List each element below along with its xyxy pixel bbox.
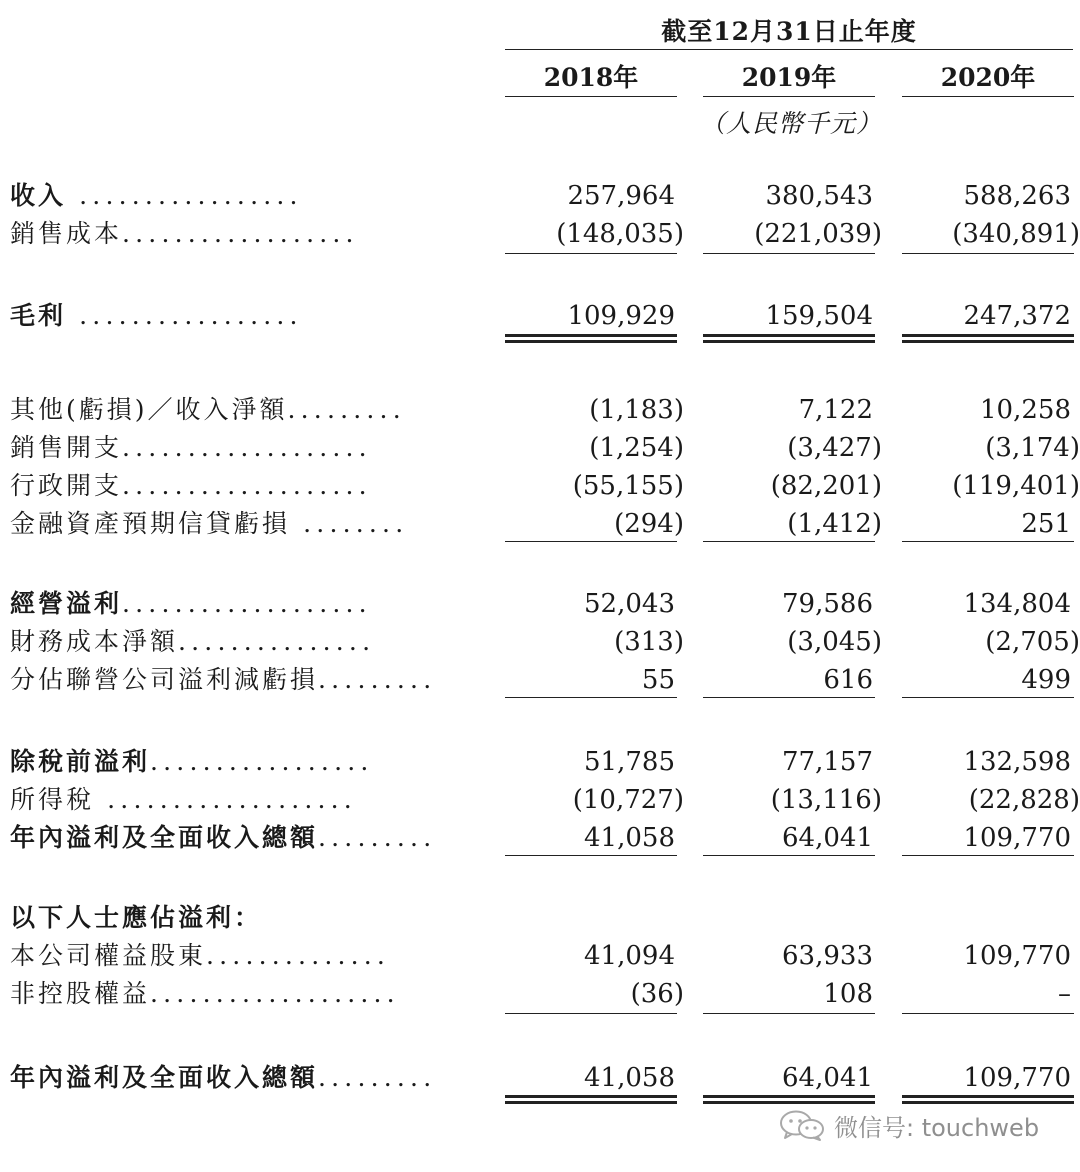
header-rule	[505, 49, 1073, 50]
dot-leader: .........	[318, 823, 437, 852]
value-cell-2019: 7,122	[798, 395, 873, 425]
row-label	[10, 743, 465, 781]
statement-row	[0, 429, 1080, 467]
row-label-text: 分佔聯營公司溢利減虧損	[10, 665, 319, 694]
row-label-text: 行政開支	[10, 471, 123, 500]
value-cell-2018: 51,785	[584, 747, 675, 777]
total-double-rule	[505, 334, 677, 343]
value-cell-2019: 64,041	[782, 823, 873, 853]
statement-row	[0, 743, 1080, 781]
total-double-rule	[703, 1095, 875, 1104]
statement-row	[0, 819, 1080, 857]
value-cell-2019: (1,412)	[787, 509, 882, 539]
statement-row	[0, 505, 1080, 543]
value-cell-2018: 109,929	[567, 301, 675, 331]
value-cell-2019: (221,039)	[754, 219, 882, 249]
row-label	[10, 505, 465, 543]
period-title: 截至12月31日止年度	[661, 17, 917, 46]
value-cell-2019: 79,586	[782, 589, 873, 619]
row-label	[10, 297, 465, 335]
dot-leader: .................	[150, 747, 374, 776]
dot-leader: ...................	[122, 433, 372, 462]
value-cell-2020: 109,770	[963, 1063, 1071, 1093]
value-cell-2020: (119,401)	[952, 471, 1080, 501]
statement-row	[0, 781, 1080, 819]
dot-leader: .........	[318, 1063, 437, 1092]
row-label-text: 非控股權益	[10, 979, 151, 1008]
subtotal-rule	[902, 855, 1074, 856]
value-cell-2020: 132,598	[963, 747, 1071, 777]
statement-row	[0, 975, 1080, 1013]
value-cell-2019: 77,157	[782, 747, 873, 777]
row-label	[10, 819, 465, 857]
statement-row	[0, 661, 1080, 699]
row-label	[10, 585, 465, 623]
year-rule-2018	[505, 96, 677, 97]
statement-row	[0, 623, 1080, 661]
value-cell-2018: 55	[641, 665, 675, 695]
row-label	[10, 429, 465, 467]
row-label-text: 年內溢利及全面收入總額	[10, 1063, 319, 1092]
year-rule-2020	[902, 96, 1074, 97]
total-double-rule	[902, 1095, 1074, 1104]
subtotal-rule	[902, 697, 1074, 698]
row-label	[10, 781, 465, 819]
dot-leader: ..................	[122, 219, 359, 248]
statement-row	[0, 215, 1080, 253]
value-cell-2019: 159,504	[765, 301, 873, 331]
statement-row	[0, 585, 1080, 623]
value-cell-2018: 41,094	[584, 941, 675, 971]
subtotal-rule	[703, 253, 875, 254]
row-label-text: 除稅前溢利	[10, 747, 151, 776]
value-cell-2020: 247,372	[963, 301, 1071, 331]
value-cell-2020: 134,804	[963, 589, 1071, 619]
value-cell-2020: 499	[1021, 665, 1071, 695]
dot-leader: ...................	[94, 785, 357, 814]
value-cell-2019: 616	[823, 665, 873, 695]
value-cell-2019: 380,543	[765, 181, 873, 211]
subtotal-rule	[505, 1013, 677, 1014]
value-cell-2018	[494, 899, 684, 937]
row-label	[10, 661, 465, 699]
dot-leader: .........	[287, 395, 406, 424]
value-cell-2020: (340,891)	[952, 219, 1080, 249]
value-cell-2018: (55,155)	[572, 471, 684, 501]
year-header-2019: 2019年	[741, 63, 837, 92]
subtotal-rule	[902, 253, 1074, 254]
dot-leader: .................	[66, 301, 303, 330]
value-cell-2019: 64,041	[782, 1063, 873, 1093]
statement-row	[0, 937, 1080, 975]
row-label	[10, 391, 465, 429]
value-cell-2018: (313)	[614, 627, 684, 657]
value-cell-2020: 251	[1021, 509, 1071, 539]
value-cell-2018: 41,058	[584, 823, 675, 853]
subtotal-rule	[505, 541, 677, 542]
value-cell-2018: 41,058	[584, 1063, 675, 1093]
row-label-text: 本公司權益股東	[10, 941, 207, 970]
value-cell-2019: 108	[823, 979, 873, 1009]
row-label-text: 銷售成本	[10, 219, 123, 248]
subtotal-rule	[505, 253, 677, 254]
subtotal-rule	[703, 855, 875, 856]
row-label	[10, 467, 465, 505]
row-label-text: 以下人士應佔溢利：	[10, 903, 263, 932]
value-cell-2018: 52,043	[584, 589, 675, 619]
subtotal-rule	[902, 541, 1074, 542]
value-cell-2020: (22,828)	[968, 785, 1080, 815]
statement-row	[0, 467, 1080, 505]
total-double-rule	[703, 334, 875, 343]
value-cell-2018: (36)	[630, 979, 684, 1009]
subtotal-rule	[703, 541, 875, 542]
row-label-text: 其他(虧損)／收入淨額	[10, 395, 288, 424]
value-cell-2018: (10,727)	[572, 785, 684, 815]
row-label	[10, 899, 465, 937]
row-label	[10, 177, 465, 215]
row-label-text: 收入	[10, 181, 67, 210]
row-label	[10, 623, 465, 661]
value-cell-2019: 63,933	[782, 941, 873, 971]
value-cell-2019: (3,045)	[787, 627, 882, 657]
value-cell-2019	[692, 899, 882, 937]
wechat-icon	[778, 1109, 826, 1141]
value-cell-2020: 109,770	[963, 941, 1071, 971]
dot-leader: .........	[318, 665, 437, 694]
value-cell-2018: (1,183)	[589, 395, 684, 425]
row-label-text: 經營溢利	[10, 589, 123, 618]
value-cell-2020: (2,705)	[985, 627, 1080, 657]
dot-leader: ...................	[122, 471, 372, 500]
value-cell-2019: (82,201)	[770, 471, 882, 501]
value-cell-2019: (13,116)	[770, 785, 882, 815]
row-label-text: 年內溢利及全面收入總額	[10, 823, 319, 852]
total-double-rule	[902, 334, 1074, 343]
dot-leader: ...................	[122, 589, 372, 618]
value-cell-2018: 257,964	[567, 181, 675, 211]
value-cell-2018: (294)	[614, 509, 684, 539]
row-label-text: 金融資產預期信貸虧損	[10, 509, 291, 538]
dot-leader: .................	[66, 181, 303, 210]
statement-row	[0, 177, 1080, 215]
value-cell-2018: (148,035)	[556, 219, 684, 249]
year-header-2020: 2020年	[940, 63, 1036, 92]
row-label	[10, 975, 465, 1013]
subtotal-rule	[505, 697, 677, 698]
subtotal-rule	[703, 697, 875, 698]
year-rule-2019	[703, 96, 875, 97]
value-cell-2020: (3,174)	[985, 433, 1080, 463]
dot-leader: ........	[290, 509, 409, 538]
value-cell-2018: (1,254)	[589, 433, 684, 463]
subtotal-rule	[505, 855, 677, 856]
row-label	[10, 215, 465, 253]
year-header-2018: 2018年	[543, 63, 639, 92]
value-cell-2020: 10,258	[980, 395, 1071, 425]
row-label	[10, 937, 465, 975]
statement-row	[0, 899, 1080, 937]
watermark	[778, 1108, 1039, 1142]
subtotal-rule	[902, 1013, 1074, 1014]
row-label-text: 銷售開支	[10, 433, 123, 462]
statement-row	[0, 297, 1080, 335]
value-cell-2020: 588,263	[963, 181, 1071, 211]
subtotal-rule	[703, 1013, 875, 1014]
value-cell-2020	[890, 899, 1080, 937]
row-label-text: 毛利	[10, 301, 67, 330]
statement-row	[0, 1059, 1080, 1097]
watermark-text: 微信号: touchweb	[834, 1113, 1040, 1142]
dot-leader: ..............	[206, 941, 391, 970]
row-label	[10, 1059, 465, 1097]
dot-leader: ...............	[178, 627, 376, 656]
value-cell-2019: (3,427)	[787, 433, 882, 463]
value-cell-2020: 109,770	[963, 823, 1071, 853]
total-double-rule	[505, 1095, 677, 1104]
value-cell-2020: –	[1058, 979, 1071, 1009]
row-label-text: 財務成本淨額	[10, 627, 179, 656]
currency-unit: （人民幣千元）	[700, 109, 883, 138]
row-label-text: 所得稅	[10, 785, 95, 814]
statement-row	[0, 391, 1080, 429]
dot-leader: ...................	[150, 979, 400, 1008]
